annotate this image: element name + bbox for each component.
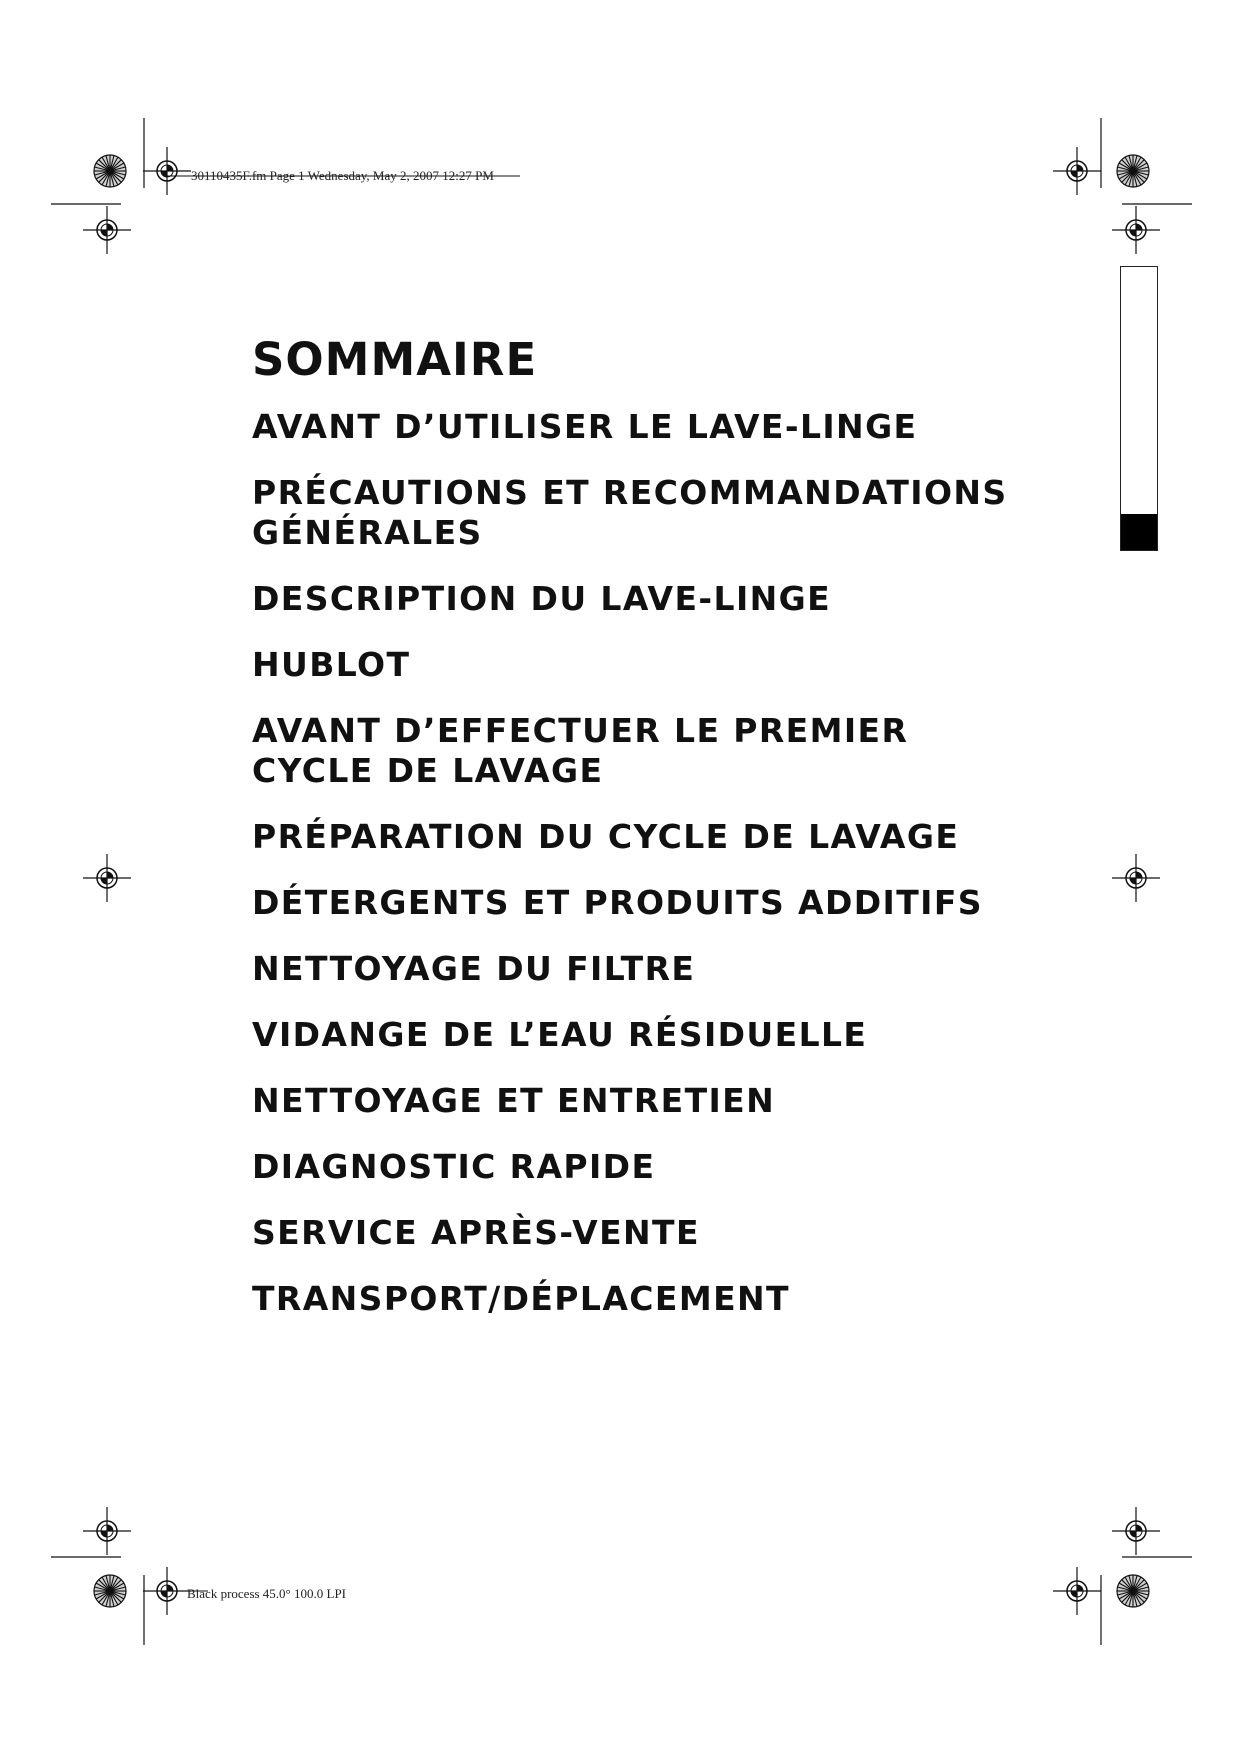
toc-item: DIAGNOSTIC RAPIDE	[252, 1147, 656, 1186]
toc-item: PRÉPARATION DU CYCLE DE LAVAGE	[252, 817, 960, 856]
contents-section	[252, 332, 1012, 1345]
slug-top-text: 30110435F.fm Page 1 Wednesday, May 2, 2007 12:27 PM	[191, 168, 494, 183]
toc-item: DÉTERGENTS ET PRODUITS ADDITIFS	[252, 883, 983, 922]
toc-item: VIDANGE DE L’EAU RÉSIDUELLE	[252, 1015, 868, 1054]
thumb-tab-index	[1120, 266, 1158, 551]
slug-bottom-text: Black process 45.0° 100.0 LPI	[187, 1586, 347, 1601]
registration-mark-icon	[83, 206, 131, 254]
starburst-registration-icon	[94, 155, 126, 187]
starburst-registration-icon	[1117, 155, 1149, 187]
registration-mark-icon	[1112, 206, 1160, 254]
toc-item: NETTOYAGE DU FILTRE	[252, 949, 696, 988]
registration-mark-icon	[1112, 854, 1160, 902]
registration-mark-icon	[1053, 147, 1101, 195]
starburst-registration-icon	[1117, 1575, 1149, 1607]
toc-item: AVANT D’UTILISER LE LAVE-LINGE	[252, 407, 918, 446]
thumb-tab-marker	[1121, 514, 1157, 550]
toc-item: NETTOYAGE ET ENTRETIEN	[252, 1081, 776, 1120]
page-title: SOMMAIRE	[252, 333, 538, 386]
starburst-registration-icon	[94, 1575, 126, 1607]
toc-item: DESCRIPTION DU LAVE-LINGE	[252, 579, 832, 618]
registration-mark-icon	[83, 1507, 131, 1555]
registration-mark-icon	[1112, 1507, 1160, 1555]
registration-mark-icon	[83, 854, 131, 902]
toc-item: SERVICE APRÈS-VENTE	[252, 1213, 700, 1252]
toc-item: PRÉCAUTIONS ET RECOMMANDATIONS GÉNÉRALES	[252, 473, 1008, 552]
table-of-contents	[252, 407, 1012, 1319]
toc-item: HUBLOT	[252, 645, 411, 684]
toc-item: AVANT D’EFFECTUER LE PREMIER CYCLE DE LAVAGE	[252, 711, 909, 790]
registration-mark-icon	[1053, 1567, 1101, 1615]
registration-mark-icon	[143, 1567, 191, 1615]
registration-mark-icon	[143, 147, 191, 195]
toc-item: TRANSPORT/DÉPLACEMENT	[252, 1279, 790, 1318]
